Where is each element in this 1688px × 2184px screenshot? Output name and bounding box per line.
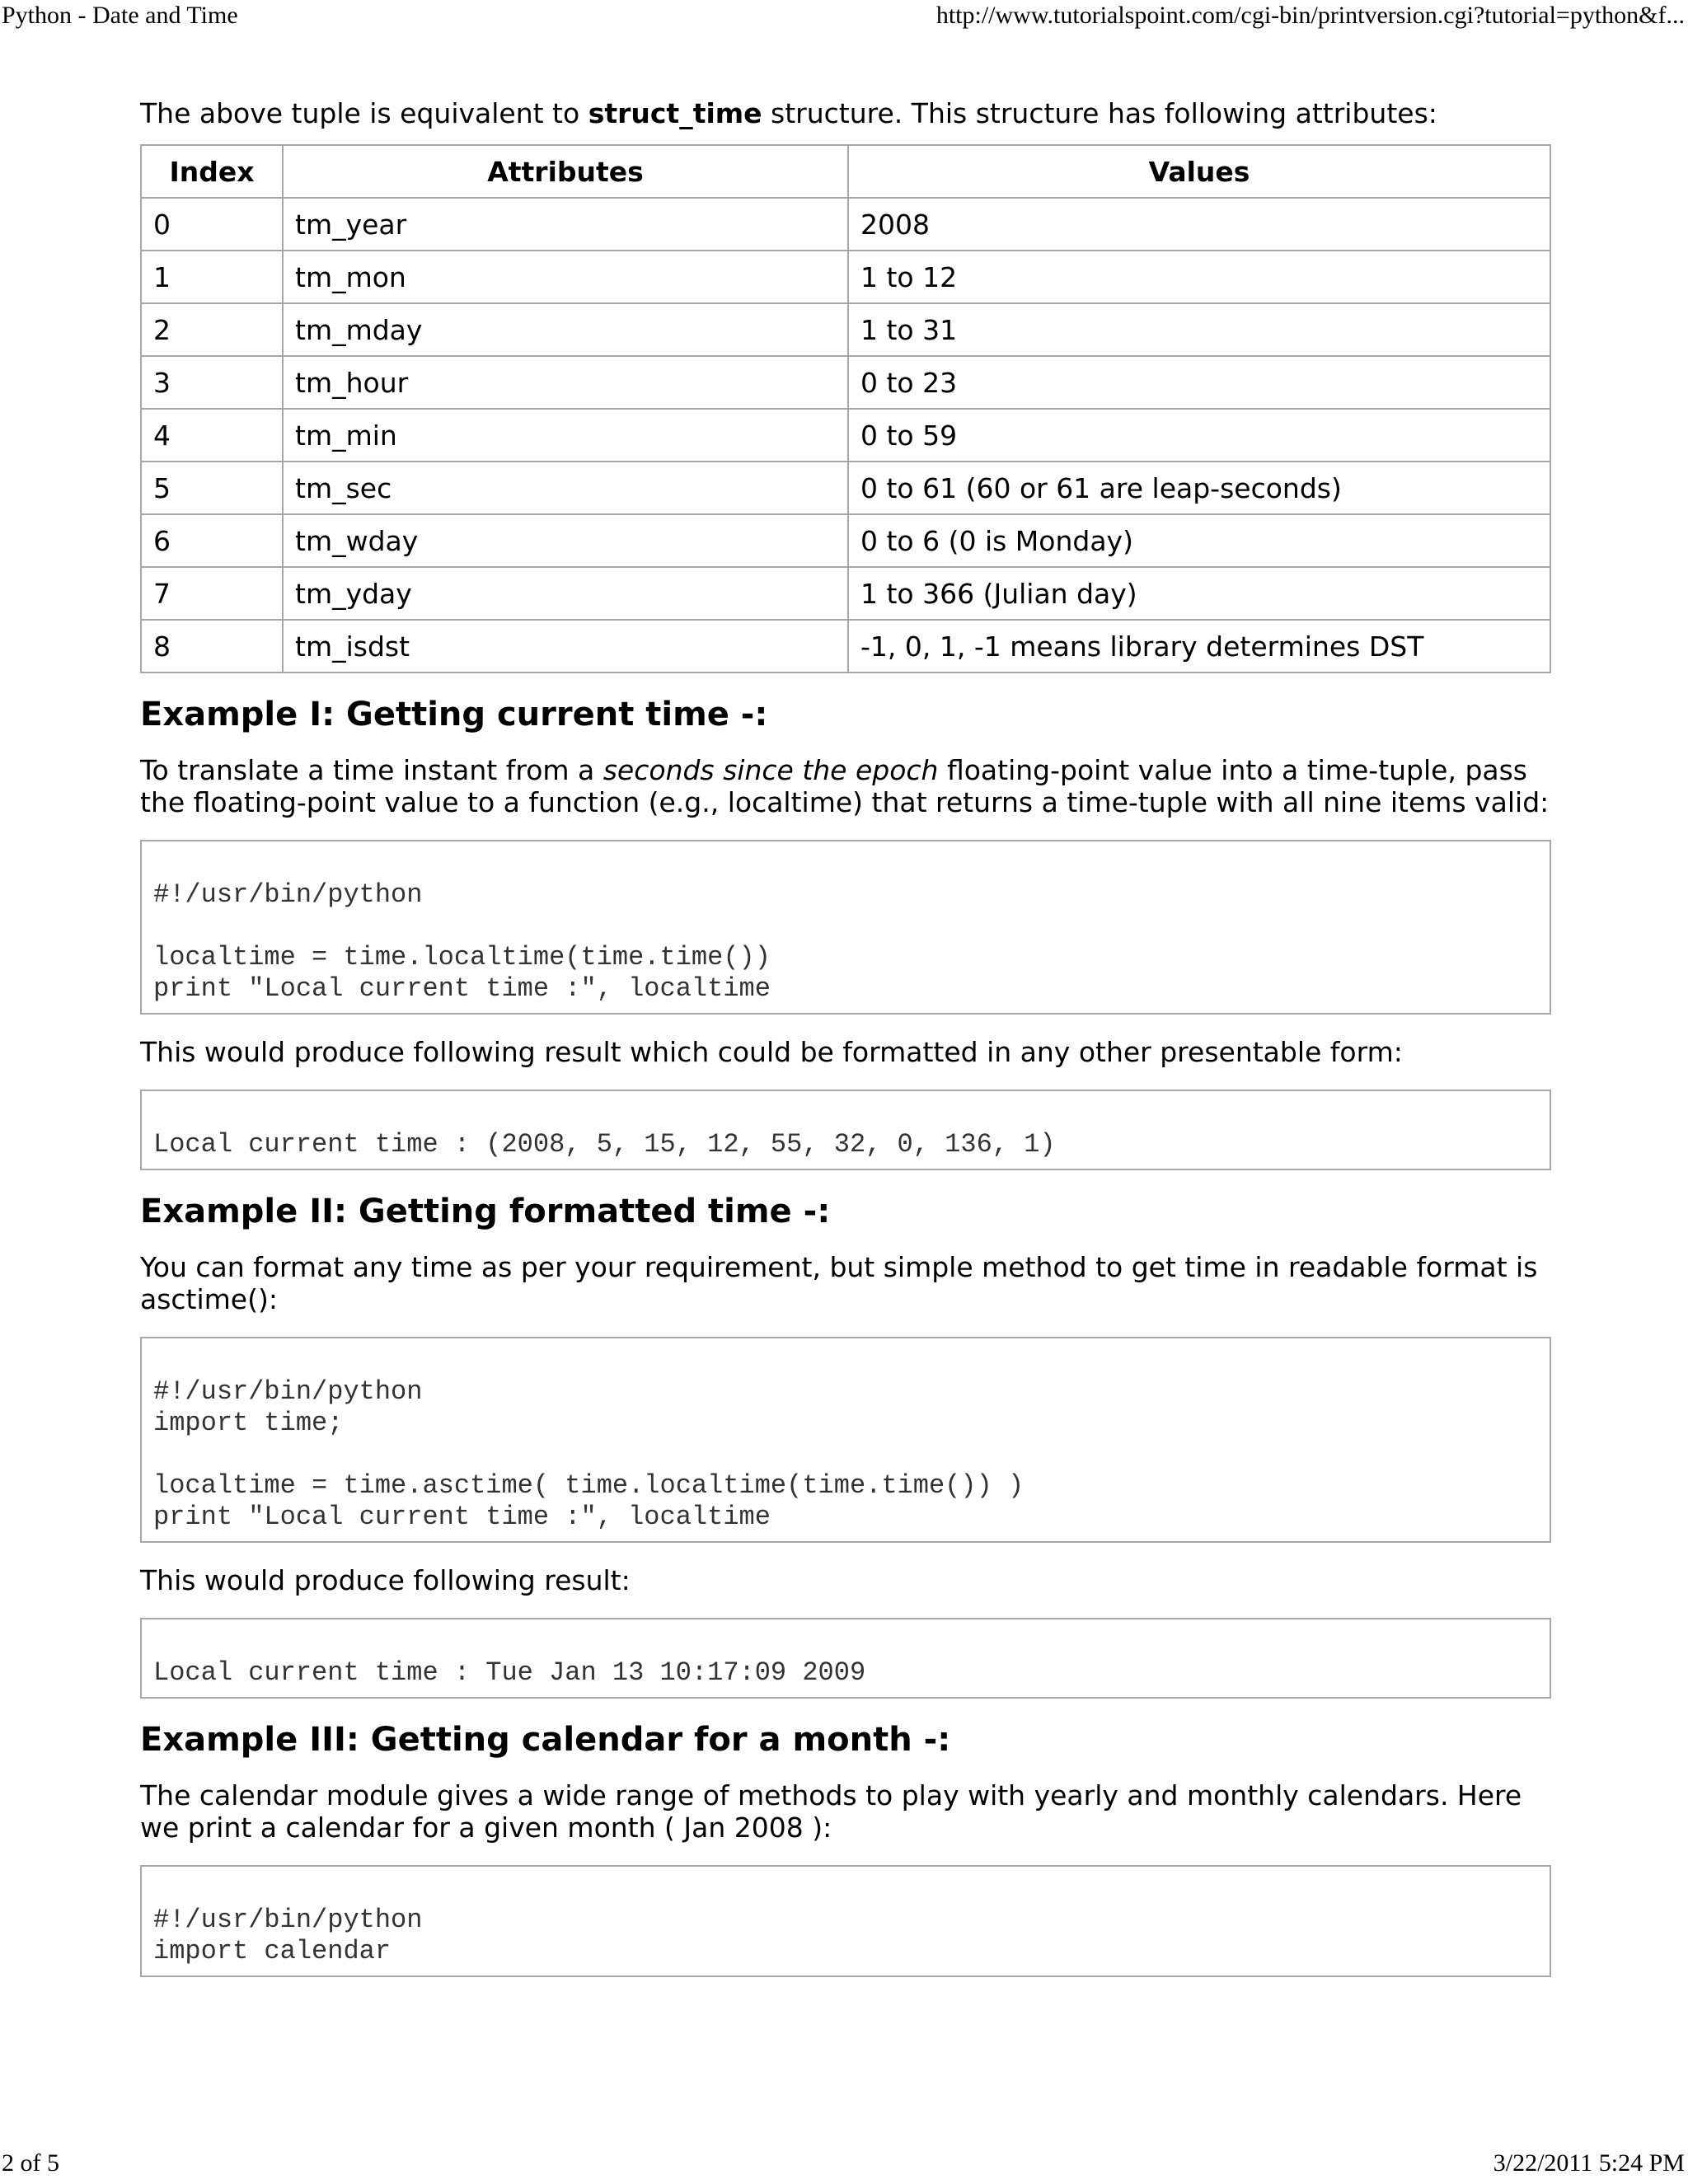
code-line: import time; — [153, 1408, 344, 1438]
cell-value: 1 to 12 — [848, 251, 1550, 303]
cell-attribute: tm_year — [283, 198, 848, 251]
cell-value: -1, 0, 1, -1 means library determines DST — [848, 620, 1550, 673]
table-row — [141, 356, 1550, 409]
ex1-text-after: floating-point value into a time-tuple, pass the floating-point value to a function (e.g., localtime) that returns a time-tuple with all nine items valid: — [140, 754, 1550, 818]
example-2-paragraph: You can format any time as per your requirement, but simple method to get time in readable format is asctime(): — [140, 1251, 1538, 1315]
column-header-attributes: Attributes — [283, 145, 848, 198]
cell-attribute: tm_wday — [283, 514, 848, 567]
page-header-url: http://www.tutorialspoint.com/cgi-bin/printversion.cgi?tutorial=python&f... — [935, 2, 1685, 29]
example-3-code-block — [140, 1865, 1551, 1977]
table-body — [141, 198, 1550, 673]
ex1-italic-term: seconds since the epoch — [603, 754, 939, 786]
cell-attribute: tm_mday — [283, 303, 848, 356]
cell-index: 3 — [141, 356, 283, 409]
example-3-heading: Example III: Getting calendar for a month -: — [140, 1721, 951, 1759]
table-row — [141, 567, 1550, 620]
example-1-heading: Example I: Getting current time -: — [140, 696, 768, 733]
code-line — [153, 911, 1538, 942]
code-line: localtime = time.asctime( time.localtime(time.time()) ) — [153, 1470, 1025, 1501]
cell-value: 2008 — [848, 198, 1550, 251]
table-row — [141, 251, 1550, 303]
cell-index: 6 — [141, 514, 283, 567]
code-line: #!/usr/bin/python — [153, 1376, 423, 1407]
example-2-code-block — [140, 1337, 1551, 1543]
example-1-code-block — [140, 840, 1551, 1015]
cell-index: 5 — [141, 462, 283, 514]
code-line — [153, 1439, 1538, 1470]
cell-index: 4 — [141, 409, 283, 462]
example-2-heading: Example II: Getting formatted time -: — [140, 1193, 831, 1230]
column-header-values: Values — [848, 145, 1550, 198]
cell-index: 1 — [141, 251, 283, 303]
example-1-result-text: This would produce following result which could be formatted in any other presentable form: — [140, 1036, 1403, 1068]
code-line: #!/usr/bin/python — [153, 879, 423, 910]
code-line: Local current time : Tue Jan 13 10:17:09 2009 — [153, 1657, 866, 1688]
example-3-paragraph: The calendar module gives a wide range of methods to play with yearly and monthly calendars. Here we print a calendar for a given month ( Jan 2008 ): — [140, 1779, 1522, 1844]
cell-attribute: tm_min — [283, 409, 848, 462]
intro-text-after: structure. This structure has following attributes: — [762, 97, 1437, 129]
cell-attribute: tm_hour — [283, 356, 848, 409]
cell-index: 7 — [141, 567, 283, 620]
document-body — [140, 97, 1551, 1977]
cell-value: 1 to 366 (Julian day) — [848, 567, 1550, 620]
code-line: print "Local current time :", localtime — [153, 1502, 771, 1532]
column-header-index: Index — [141, 145, 283, 198]
table-row — [141, 620, 1550, 673]
ex1-text-before: To translate a time instant from a — [140, 754, 603, 786]
cell-value: 1 to 31 — [848, 303, 1550, 356]
cell-attribute: tm_sec — [283, 462, 848, 514]
code-line: localtime = time.localtime(time.time()) — [153, 942, 771, 972]
table-row — [141, 303, 1550, 356]
cell-value: 0 to 23 — [848, 356, 1550, 409]
intro-bold-term: struct_time — [588, 97, 762, 129]
table-row — [141, 514, 1550, 567]
table-header-row — [141, 145, 1550, 198]
struct-time-table — [140, 144, 1551, 673]
cell-value: 0 to 61 (60 or 61 are leap-seconds) — [848, 462, 1550, 514]
example-1-paragraph — [140, 754, 1551, 818]
cell-index: 2 — [141, 303, 283, 356]
table-row — [141, 198, 1550, 251]
code-line: #!/usr/bin/python — [153, 1905, 423, 1935]
code-line: Local current time : (2008, 5, 15, 12, 55, 32, 0, 136, 1) — [153, 1129, 1056, 1160]
cell-attribute: tm_mon — [283, 251, 848, 303]
code-line: import calendar — [153, 1936, 392, 1966]
intro-paragraph — [140, 97, 1551, 129]
page-number: 2 of 5 — [2, 2149, 59, 2177]
table-row — [141, 409, 1550, 462]
cell-attribute: tm_isdst — [283, 620, 848, 673]
intro-text-before: The above tuple is equivalent to — [140, 97, 588, 129]
print-datetime: 3/22/2011 5:24 PM — [1493, 2149, 1685, 2177]
code-line: print "Local current time :", localtime — [153, 973, 771, 1004]
cell-index: 0 — [141, 198, 283, 251]
example-2-result-block — [140, 1618, 1551, 1699]
cell-value: 0 to 6 (0 is Monday) — [848, 514, 1550, 567]
cell-value: 0 to 59 — [848, 409, 1550, 462]
page-header-title: Python - Date and Time — [2, 2, 238, 29]
example-2-result-text: This would produce following result: — [140, 1564, 631, 1596]
cell-attribute: tm_yday — [283, 567, 848, 620]
example-1-result-block — [140, 1090, 1551, 1170]
cell-index: 8 — [141, 620, 283, 673]
table-row — [141, 462, 1550, 514]
